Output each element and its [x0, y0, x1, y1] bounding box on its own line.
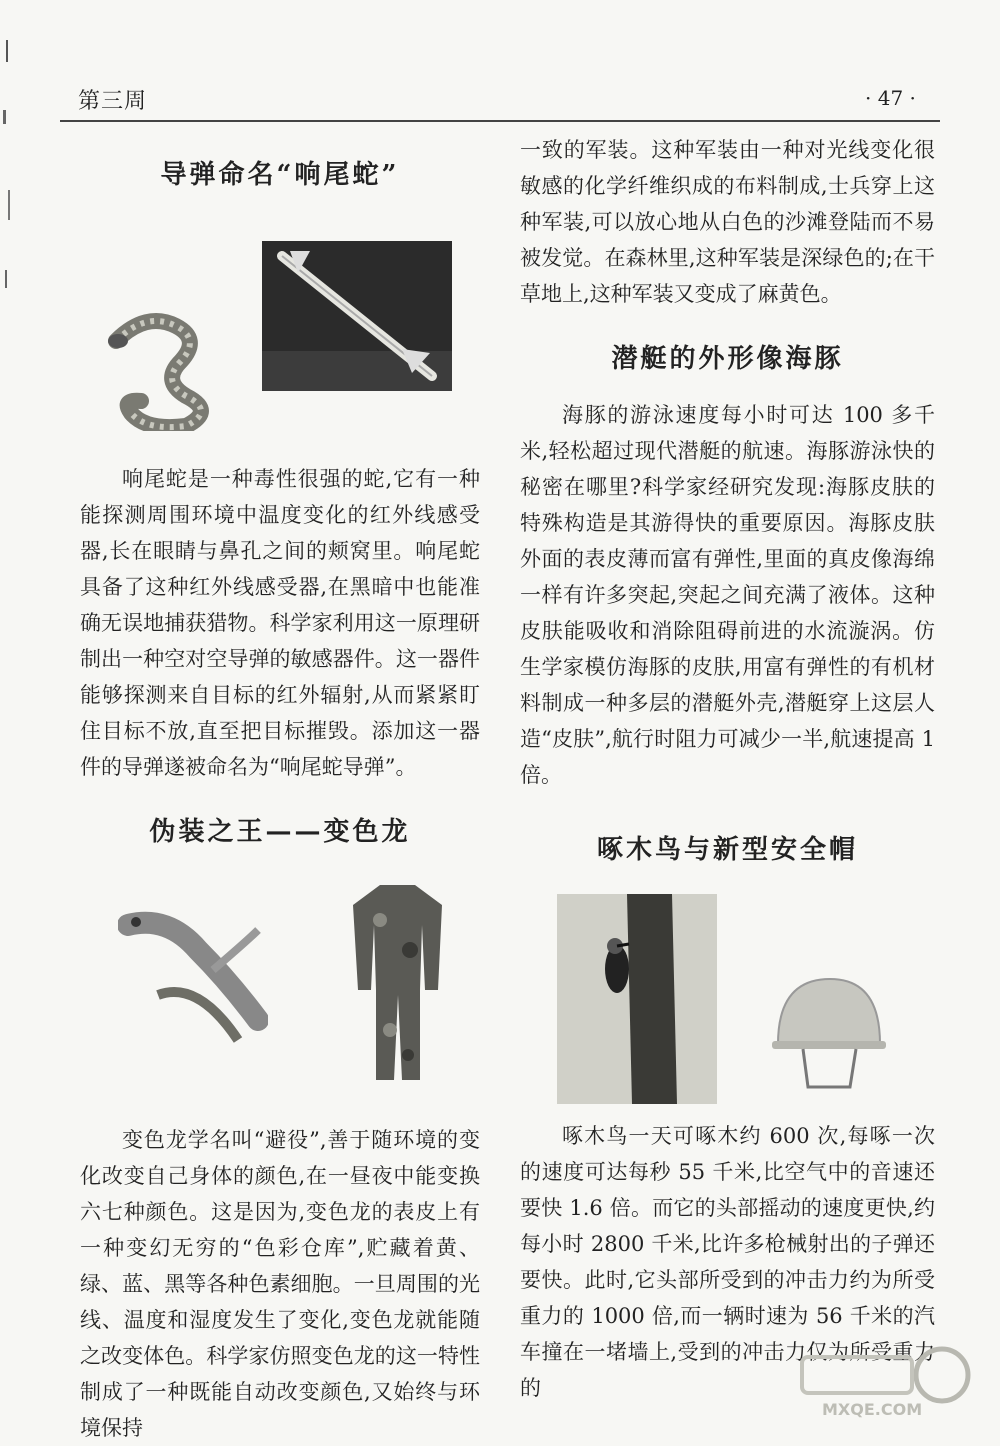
left-column	[80, 130, 480, 1446]
submarine-article-title: 潜艇的外形像海豚	[611, 344, 844, 374]
woodpecker-images	[520, 894, 935, 1104]
woodpecker-article-title: 啄木鸟与新型安全帽	[596, 835, 858, 865]
missile-article-title: 导弹命名“响尾蛇”	[160, 160, 400, 190]
header-rule	[60, 120, 940, 122]
missile-article-body: 响尾蛇是一种毒性很强的蛇,它有一种能探测周围环境中温度变化的红外线感受器,长在眼睛与鼻孔之间的颊窝里。响尾蛇具备了这种红外线感受器,在黑暗中也能准确无误地捕获猎物。科学家利用这一原理研制出一种空对空导弹的敏感器件。这一器件能够探测来自目标的红外辐射,从而紧紧盯住目标不放,直至把目标摧毁。添加这一器件的导弹遂被命名为“响尾蛇导弹”。	[80, 467, 480, 779]
woodpecker-image	[557, 894, 717, 1104]
missile-image	[262, 241, 452, 391]
woodpecker-article-body: 啄木鸟一天可啄木约 600 次,每啄一次的速度可达每秒 55 千米,比空气中的音速还要快 1.6 倍。而它的头部摇动的速度更快,约每小时 2800 千米,比许多枪械射出的子弹还要快。此时,它头部所受到的冲击力约为所受重力的 1000 倍,而一辆时速为 56 千米的汽车撞在一堵墙上,受到的冲击力仅为所受重力的	[520, 1124, 935, 1400]
safety-helmet-image	[768, 969, 888, 1094]
section-label: 第三周	[78, 89, 148, 114]
chameleon-image	[118, 900, 268, 1050]
watermark-text: MXQE.COM	[822, 1400, 923, 1419]
chameleon-article-body: 变色龙学名叫“避役”,善于随环境的变化改变自己身体的颜色,在一昼夜中能变换六七种颜色。这是因为,变色龙的表皮上有一种变幻无穷的“色彩仓库”,贮藏着黄、绿、蓝、黑等各种色素细胞。一旦周围的光线、温度和湿度发生了变化,变色龙就能随之改变体色。科学家仿照变色龙的这一特性制成了一种既能自动改变颜色,又始终与环境保持	[80, 1128, 480, 1440]
camouflage-uniform-image	[350, 880, 445, 1085]
watermark-logo	[792, 1341, 982, 1421]
chameleon-article-title: 伪装之王——变色龙	[149, 817, 411, 847]
chameleon-article-continued: 一致的军装。这种军装由一种对光线变化很敏感的化学纤维织成的布料制成,士兵穿上这种军装,可以放心地从白色的沙滩登陆而不易被发觉。在森林里,这种军装是深绿色的;在干草地上,这种军装又变成了麻黄色。	[520, 138, 935, 306]
submarine-article-body: 海豚的游泳速度每小时可达 100 多千米,轻松超过现代潜艇的航速。海豚游泳快的秘密在哪里?科学家经研究发现:海豚皮肤的特殊构造是其游得快的重要原因。海豚皮肤外面的表皮薄而富有弹性,里面的真皮像海绵一样有许多突起,突起之间充满了液体。这种皮肤能吸收和消除阻碍前进的水流漩涡。仿生学家模仿海豚的皮肤,用富有弹性的有机材料制成一种多层的潜艇外壳,潜艇穿上这层人造“皮肤”,航行时阻力可减少一半,航速提高 1 倍。	[520, 403, 935, 787]
chameleon-images	[80, 880, 480, 1110]
missile-images	[80, 241, 480, 441]
page-number: · 47 ·	[865, 86, 916, 110]
scan-margin-marks	[0, 40, 14, 300]
right-column	[520, 132, 935, 1406]
rattlesnake-image	[106, 281, 226, 431]
